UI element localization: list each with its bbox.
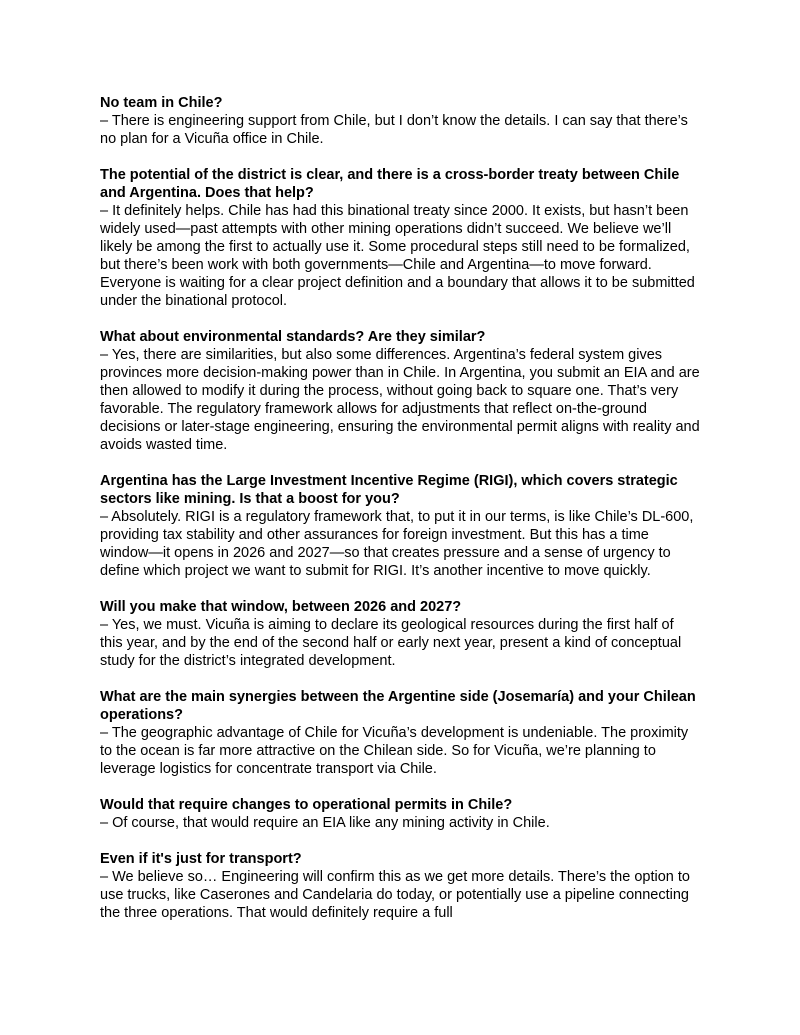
- answer: – Absolutely. RIGI is a regulatory framework that, to put it in our terms, is like Chile’s DL-600, providing tax stability and other assurances for foreign investment. But this has a time window—it opens in 2026 and 2027—so that creates pressure and a sense of urgency to define which project we want to submit for RIGI. It’s another incentive to move quickly.: [100, 509, 694, 579]
- question: What are the main synergies between the Argentine side (Josemaría) and your Chilean operations?: [100, 689, 696, 723]
- answer: – There is engineering support from Chile, but I don’t know the details. I can say that there’s no plan for a Vicuña office in Chile.: [100, 113, 688, 147]
- qa-block: [100, 796, 700, 832]
- qa-block: [100, 166, 700, 310]
- answer: – We believe so… Engineering will confirm this as we get more details. There’s the option to use trucks, like Caserones and Candelaria do today, or potentially use a pipeline connecting the three operations. That would definitely require a full: [100, 869, 690, 921]
- answer: – It definitely helps. Chile has had this binational treaty since 2000. It exists, but hasn’t been widely used—past attempts with other mining operations didn’t succeed. We believe we’ll likely be among the first to actually use it. Some procedural steps still need to be formalized, but there’s been work with both governments—Chile and Argentina—to move forward. Everyone is waiting for a clear project definition and a boundary that allows it to be submitted under the binational protocol.: [100, 203, 695, 309]
- qa-block: [100, 850, 700, 922]
- qa-block: [100, 688, 700, 778]
- question: No team in Chile?: [100, 95, 223, 111]
- qa-block: [100, 94, 700, 148]
- answer: – Yes, there are similarities, but also some differences. Argentina’s federal system gives provinces more decision-making power than in Chile. In Argentina, you submit an EIA and are then allowed to modify it during the process, without going back to square one. That’s very favorable. The regulatory framework allows for adjustments that reflect on-the-ground decisions or later-stage engineering, ensuring the environmental permit aligns with reality and avoids wasted time.: [100, 347, 700, 453]
- question: Even if it's just for transport?: [100, 851, 302, 867]
- answer: – The geographic advantage of Chile for Vicuña’s development is undeniable. The proximity to the ocean is far more attractive on the Chilean side. So for Vicuña, we’re planning to leverage logistics for concentrate transport via Chile.: [100, 725, 689, 777]
- question: Will you make that window, between 2026 and 2027?: [100, 599, 462, 615]
- qa-block: [100, 472, 700, 580]
- question: Argentina has the Large Investment Incentive Regime (RIGI), which covers strategic sectors like mining. Is that a boost for you?: [100, 473, 678, 507]
- question: Would that require changes to operational permits in Chile?: [100, 797, 513, 813]
- qa-block: [100, 598, 700, 670]
- answer: – Yes, we must. Vicuña is aiming to declare its geological resources during the first half of this year, and by the end of the second half or early next year, present a kind of conceptual study for the district’s integrated development.: [100, 617, 682, 669]
- answer: – Of course, that would require an EIA like any mining activity in Chile.: [100, 815, 550, 831]
- question: The potential of the district is clear, and there is a cross-border treaty between Chile and Argentina. Does that help?: [100, 167, 680, 201]
- interview-text: [100, 94, 700, 940]
- qa-block: [100, 328, 700, 454]
- question: What about environmental standards? Are they similar?: [100, 329, 486, 345]
